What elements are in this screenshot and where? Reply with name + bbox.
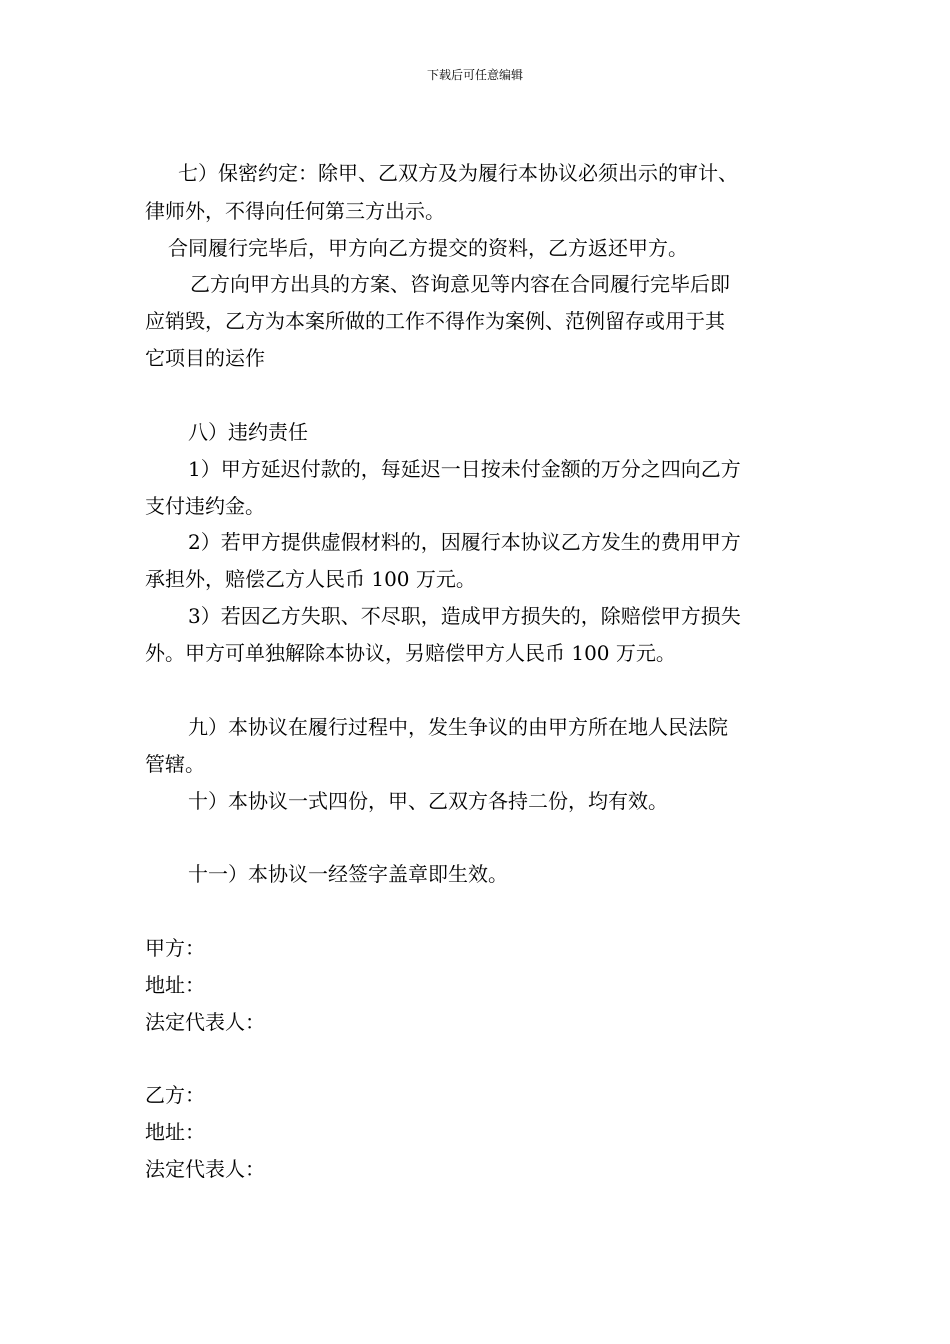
party-a-address-label: 地址： xyxy=(145,973,205,997)
party-b-label: 乙方： xyxy=(145,1083,205,1107)
clause-8-1-line-2: 支付违约金。 xyxy=(145,494,265,518)
clause-8-3-line-1: 3）若因乙方失职、不尽职，造成甲方损失的，除赔偿甲方损失 xyxy=(188,604,741,628)
clause-8-title: 八）违约责任 xyxy=(188,420,308,444)
clause-7-line-3: 合同履行完毕后，甲方向乙方提交的资料，乙方返还甲方。 xyxy=(168,236,688,260)
clause-8-2-line-2: 承担外，赔偿乙方人民币 100 万元。 xyxy=(145,567,476,591)
clause-7-line-1: 七）保密约定：除甲、乙双方及为履行本协议必须出示的审计、 xyxy=(178,161,738,185)
clause-8-3-line-2: 外。甲方可单独解除本协议，另赔偿甲方人民币 100 万元。 xyxy=(145,641,676,665)
clause-9-line-1: 九）本协议在履行过程中，发生争议的由甲方所在地人民法院 xyxy=(188,715,728,739)
party-b-address-label: 地址： xyxy=(145,1120,205,1144)
clause-9-line-2: 管辖。 xyxy=(145,752,205,776)
party-a-label: 甲方： xyxy=(145,936,205,960)
clause-7-line-4: 乙方向甲方出具的方案、咨询意见等内容在合同履行完毕后即 xyxy=(190,272,730,296)
party-b-representative-label: 法定代表人： xyxy=(145,1157,265,1181)
party-a-representative-label: 法定代表人： xyxy=(145,1010,265,1034)
clause-7-line-2: 律师外，不得向任何第三方出示。 xyxy=(145,199,445,223)
clause-11: 十一）本协议一经签字盖章即生效。 xyxy=(188,862,508,886)
clause-10: 十）本协议一式四份，甲、乙双方各持二份，均有效。 xyxy=(188,789,668,813)
clause-8-1-line-1: 1）甲方延迟付款的，每延迟一日按未付金额的万分之四向乙方 xyxy=(188,457,741,481)
clause-7-line-6: 它项目的运作 xyxy=(145,346,265,370)
clause-7-line-5: 应销毁，乙方为本案所做的工作不得作为案例、范例留存或用于其 xyxy=(145,309,725,333)
page-header: 下载后可任意编辑 xyxy=(426,68,523,82)
clause-8-2-line-1: 2）若甲方提供虚假材料的，因履行本协议乙方发生的费用甲方 xyxy=(188,530,741,554)
